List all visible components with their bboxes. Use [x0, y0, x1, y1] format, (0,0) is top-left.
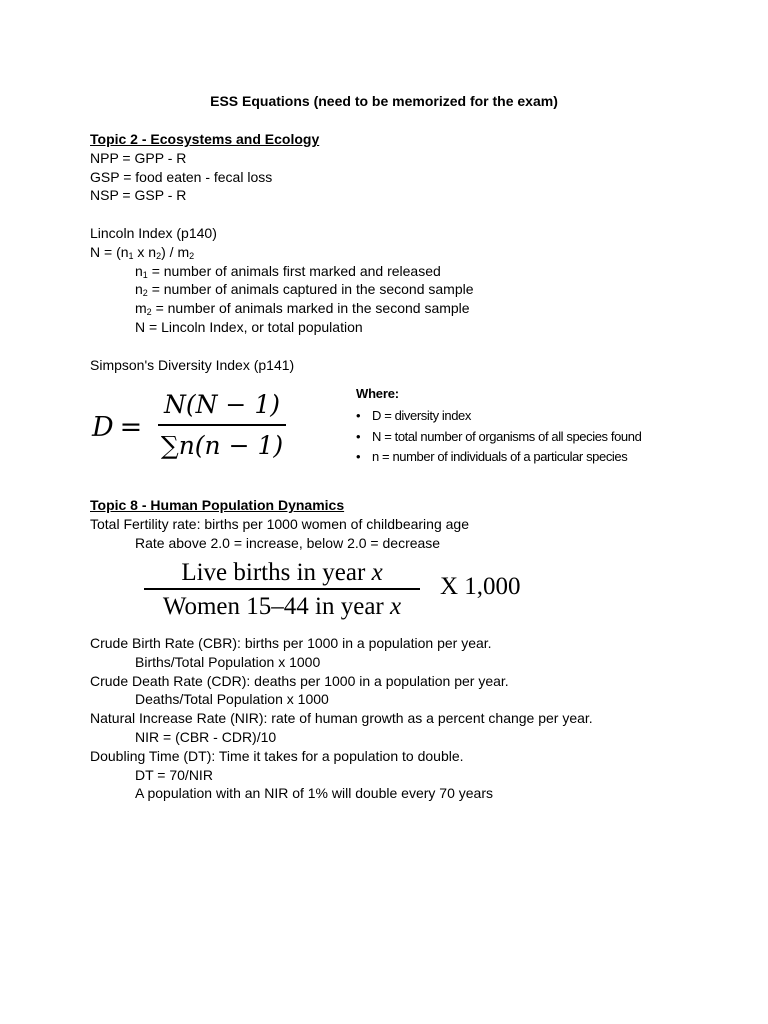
where-list [356, 406, 676, 468]
nir-formula: NIR = (CBR - CDR)/10 [135, 728, 277, 745]
lincoln-index-formula: $N = (n_1$ x $n_2) / m_2$ [90, 243, 195, 261]
simpson-lhs: D [92, 412, 114, 443]
dt-formula: DT = 70/NIR [135, 766, 213, 783]
tfr-fraction [144, 558, 420, 621]
simpson-fraction [158, 388, 286, 463]
lincoln-index-title: Lincoln Index (p140) [90, 224, 217, 241]
page-title: ESS Equations (need to be memorized for the exam) [210, 93, 558, 109]
cdr-definition: Crude Death Rate (CDR): deaths per 1000 in a population per year. [90, 672, 509, 689]
tfr-rate: Rate above 2.0 = increase, below 2.0 = decrease [135, 534, 441, 551]
n2-definition: $n_2$ = number of animals captured in the second sample [135, 281, 474, 299]
where-heading: Where: [356, 386, 399, 401]
topic-8-rates [90, 634, 750, 803]
simpson-index-title: Simpson's Diversity Index (p141) [90, 356, 295, 373]
bullet-icon: • [356, 428, 361, 444]
n1-definition: $n_1$ = number of animals first marked and released [135, 262, 441, 280]
where-item: • n = number of individuals of a particular species [356, 447, 676, 468]
simpson-formula [92, 388, 292, 468]
topic-2-section [90, 130, 750, 374]
gsp-equation: GSP = food eaten - fecal loss [90, 168, 273, 185]
dt-definition: Doubling Time (DT): Time it takes for a population to double. [90, 747, 464, 764]
topic-8-heading: Topic 8 - Human Population Dynamics [90, 497, 345, 513]
m2-definition: $m_2$ = number of animals marked in the second sample [135, 300, 470, 318]
bullet-icon: • [356, 449, 361, 464]
bullet-icon: • [356, 408, 361, 423]
where-item: • N = total number of organisms of all species found [356, 427, 676, 448]
n-definition: N = Lincoln Index, or total population [135, 318, 363, 335]
cbr-formula: Births/Total Population x 1000 [135, 653, 321, 670]
simpson-where-box [356, 384, 676, 468]
tfr-formula [144, 558, 564, 622]
tfr-numerator: Live births in year x [181, 559, 383, 586]
dt-example: A population with an NIR of 1% will double every 70 years [135, 785, 493, 802]
nir-definition: Natural Increase Rate (NIR): rate of human growth as a percent change per year. [90, 710, 593, 727]
cdr-formula: Deaths/Total Population x 1000 [135, 691, 329, 708]
topic-2-heading: Topic 2 - Ecosystems and Ecology [90, 131, 320, 147]
nsp-equation: NSP = GSP - R [90, 187, 187, 204]
tfr-denominator: Women 15–44 in year x [162, 593, 402, 620]
fraction-bar [144, 588, 420, 590]
tfr-definition: Total Fertility rate: births per 1000 women of childbearing age [90, 515, 469, 532]
cbr-definition: Crude Birth Rate (CBR): births per 1000 in a population per year. [90, 635, 492, 651]
npp-equation: NPP = GPP - R [90, 149, 187, 166]
where-item: • D = diversity index [356, 406, 676, 427]
simpson-numerator: N(N − 1) [163, 390, 280, 419]
simpson-equals: = [119, 412, 143, 443]
tfr-multiplier: X 1,000 [440, 573, 521, 600]
fraction-bar [158, 424, 286, 426]
topic-8-section [90, 496, 750, 552]
simpson-denominator: ∑n(n − 1) [160, 431, 284, 460]
